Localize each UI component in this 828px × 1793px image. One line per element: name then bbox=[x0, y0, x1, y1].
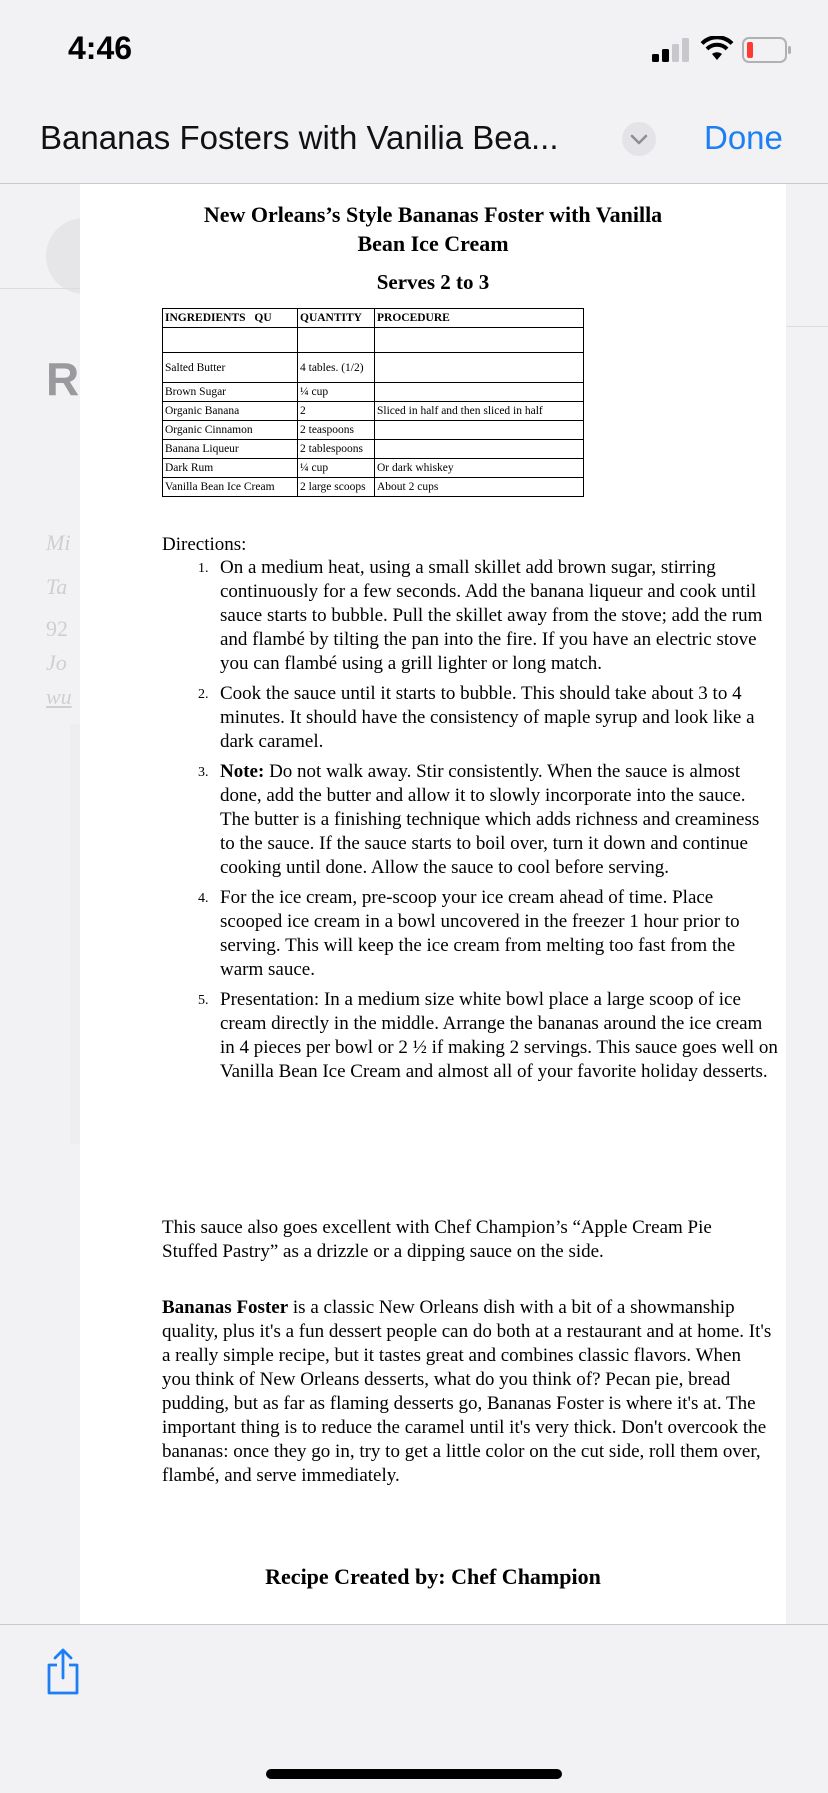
table-row bbox=[163, 383, 584, 402]
table-cell bbox=[375, 383, 584, 402]
background-fragment: R bbox=[46, 353, 80, 405]
table-spacer-row bbox=[163, 328, 584, 353]
table-cell: Organic Banana bbox=[163, 402, 298, 421]
directions-heading: Directions: bbox=[162, 534, 247, 555]
table-row bbox=[163, 440, 584, 459]
table-cell: Banana Liqueur bbox=[163, 440, 298, 459]
step-text: Cook the sauce until it starts to bubble. This should take about 3 to 4 minutes. It should have the consistency of maple syrup and look like a dark caramel. bbox=[220, 683, 755, 752]
directions-list bbox=[198, 556, 778, 1090]
table-cell: Dark Rum bbox=[163, 459, 298, 478]
table-cell: 2 large scoops bbox=[298, 478, 375, 497]
nav-bar bbox=[0, 95, 828, 184]
list-item bbox=[198, 760, 778, 880]
chevron-down-icon bbox=[622, 122, 656, 156]
step-number: 4. bbox=[198, 891, 209, 906]
cellular-signal-icon bbox=[652, 38, 692, 62]
table-cell: ¼ cup bbox=[298, 383, 375, 402]
sauce-note-paragraph: This sauce also goes excellent with Chef Champion’s “Apple Cream Pie Stuffed Pastry” as a drizzle or a dipping sauce on the side. bbox=[162, 1217, 712, 1262]
table-row bbox=[163, 353, 584, 383]
recipe-title-line2: Bean Ice Cream bbox=[357, 231, 509, 256]
list-item bbox=[198, 556, 778, 676]
table-row bbox=[163, 402, 584, 421]
bottom-toolbar bbox=[0, 1624, 828, 1793]
list-item bbox=[198, 682, 778, 754]
document-page[interactable] bbox=[80, 184, 786, 1624]
recipe-signature: Recipe Created by: Chef Champion bbox=[265, 1564, 601, 1589]
status-bar bbox=[0, 0, 828, 95]
list-item bbox=[198, 886, 778, 982]
table-header: QUANTITY bbox=[298, 309, 375, 328]
background-fragment: wu bbox=[46, 684, 72, 709]
background-fragment: Jo bbox=[46, 650, 67, 675]
wifi-icon bbox=[700, 36, 734, 62]
table-header: INGREDIENTS QU bbox=[163, 309, 298, 328]
battery-icon bbox=[742, 37, 792, 63]
step-number: 5. bbox=[198, 993, 209, 1008]
table-row bbox=[163, 459, 584, 478]
table-cell: About 2 cups bbox=[375, 478, 584, 497]
background-fragment: Ta bbox=[46, 574, 68, 599]
recipe-title-line1: New Orleans’s Style Bananas Foster with Vanilla bbox=[203, 202, 663, 227]
table-header: PROCEDURE bbox=[375, 309, 584, 328]
table-cell: Organic Cinnamon bbox=[163, 421, 298, 440]
background-fragment: Mi bbox=[46, 530, 71, 555]
paragraph-text: is a classic New Orleans dish with a bit of a showmanship quality, plus it's a fun dessert people can do both at a restaurant and at home. It's a really simple recipe, but it tastes great and combines classic flavors. When you think of New Orleans desserts, what do you think of? Pecan pie, bread pudding, but as far as flaming desserts go, Bananas Foster is where it's at. The important thing is to reduce the caramel until it's very thick. Don't overcook the bananas: once they go in, try to get a little color on the cut side, roll them over, flambé, and serve immediately. bbox=[162, 1297, 772, 1486]
title-menu-button[interactable] bbox=[622, 122, 656, 156]
step-text: Presentation: In a medium size white bowl place a large scoop of ice cream directly in the middle. Arrange the bananas around the ice cream in 4 pieces per bowl or 2 ½ if making 2 servings. This sauce goes well on Vanilla Bean Ice Cream and almost all of your favorite holiday desserts. bbox=[220, 989, 778, 1082]
table-row bbox=[163, 421, 584, 440]
table-cell bbox=[375, 440, 584, 459]
table-cell bbox=[375, 353, 584, 383]
table-cell: Brown Sugar bbox=[163, 383, 298, 402]
step-text: On a medium heat, using a small skillet add brown sugar, stirring continuously for a few seconds. Add the banana liqueur and cook until sauce starts to bubble. Pull the skillet away from the stove; add the rum and flambé by tilting the pan into the fire. If you have an electric stove you can flambé using a grill lighter or long match. bbox=[220, 557, 763, 674]
table-cell: 2 tablespoons bbox=[298, 440, 375, 459]
status-time: 4:46 bbox=[68, 30, 133, 66]
home-indicator[interactable] bbox=[266, 1769, 562, 1779]
background-shape bbox=[70, 724, 80, 1144]
share-icon[interactable] bbox=[44, 1647, 82, 1697]
table-cell: ¼ cup bbox=[298, 459, 375, 478]
table-row bbox=[163, 478, 584, 497]
done-button[interactable]: Done bbox=[704, 119, 783, 156]
document-title[interactable]: Bananas Fosters with Vanilia Bea... bbox=[40, 119, 559, 156]
step-number: 2. bbox=[198, 687, 209, 702]
step-text: For the ice cream, pre-scoop your ice cream ahead of time. Place scooped ice cream in a bowl uncovered in the freezer 1 hour prior to serving. This will keep the ice cream from melting too fast from the warm sauce. bbox=[220, 887, 740, 980]
table-cell: Vanilla Bean Ice Cream bbox=[163, 478, 298, 497]
table-cell: Salted Butter bbox=[163, 353, 298, 383]
table-cell: Sliced in half and then sliced in half bbox=[375, 402, 584, 421]
table-cell: Or dark whiskey bbox=[375, 459, 584, 478]
table-cell: 4 tables. (1/2) bbox=[298, 353, 375, 383]
ingredients-table bbox=[162, 308, 584, 497]
serves-label: Serves 2 to 3 bbox=[376, 270, 490, 294]
table-cell: 2 bbox=[298, 402, 375, 421]
list-item bbox=[198, 988, 778, 1084]
step-number: 3. bbox=[198, 765, 209, 780]
paragraph-bold-term: Bananas Foster bbox=[162, 1297, 289, 1318]
table-cell: 2 teaspoons bbox=[298, 421, 375, 440]
background-fragment: 92 bbox=[46, 616, 68, 641]
step-text: Do not walk away. Stir consistently. When the sauce is almost done, add the butter and allow it to slowly incorporate into the sauce. The butter is a finishing technique which adds richness and creaminess to the sauce. If the sauce starts to boil over, turn it down and continue cooking until done. Allow the sauce to cool before serving. bbox=[220, 761, 760, 878]
table-header-row bbox=[163, 309, 584, 328]
bananas-foster-paragraph bbox=[162, 1296, 772, 1488]
step-note-label: Note: bbox=[220, 761, 265, 782]
table-cell bbox=[375, 421, 584, 440]
step-number: 1. bbox=[198, 561, 209, 576]
